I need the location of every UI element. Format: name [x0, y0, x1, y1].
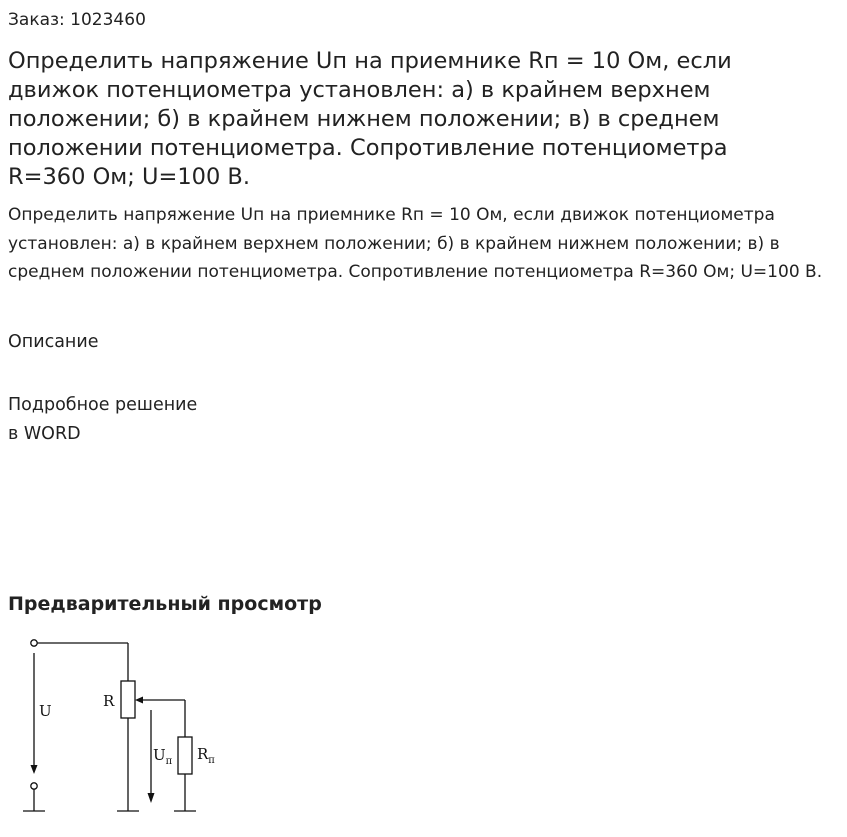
circuit-diagram — [0, 625, 240, 825]
task-title: Определить напряжение Uп на приемнике Rп = 10 Ом, если движок потенциометра установлен: а) в крайнем верхнем положении; б) в крайнем нижнем положении; в) в среднем положении потенциометра. Сопротивление потенциометра R=360 Ом; U=100 В. — [8, 48, 732, 190]
order-number: Заказ: 1023460 — [8, 10, 146, 30]
label-un — [153, 746, 173, 767]
solution-info — [8, 391, 197, 448]
load-resistor — [178, 737, 192, 774]
task-description: Определить напряжение Uп на приемнике Rп = 10 Ом, если движок потенциометра установлен: а) в крайнем верхнем положении; б) в крайнем нижнем положении; в) в среднем положении потенциометра. Сопротивление потенциометра R=360 Ом; U=100 В. — [8, 205, 823, 282]
un-arrowhead — [148, 793, 155, 803]
label-rn-main: R — [197, 745, 209, 763]
label-r: R — [103, 692, 115, 710]
label-un-main: U — [153, 746, 166, 764]
label-un-sub: п — [165, 756, 173, 767]
potentiometer-resistor — [121, 681, 135, 718]
label-u: U — [39, 702, 52, 720]
label-rn-sub: п — [208, 755, 215, 766]
solution-line-2: в WORD — [8, 423, 81, 444]
wiper-arrowhead — [135, 697, 143, 704]
description-heading: Описание — [8, 332, 99, 352]
solution-line-1: Подробное решение — [8, 395, 198, 415]
top-terminal — [31, 640, 37, 646]
label-rn — [197, 745, 215, 766]
bottom-terminal — [31, 783, 37, 789]
u-arrowhead — [31, 765, 38, 774]
preview-heading: Предварительный просмотр — [8, 593, 322, 615]
